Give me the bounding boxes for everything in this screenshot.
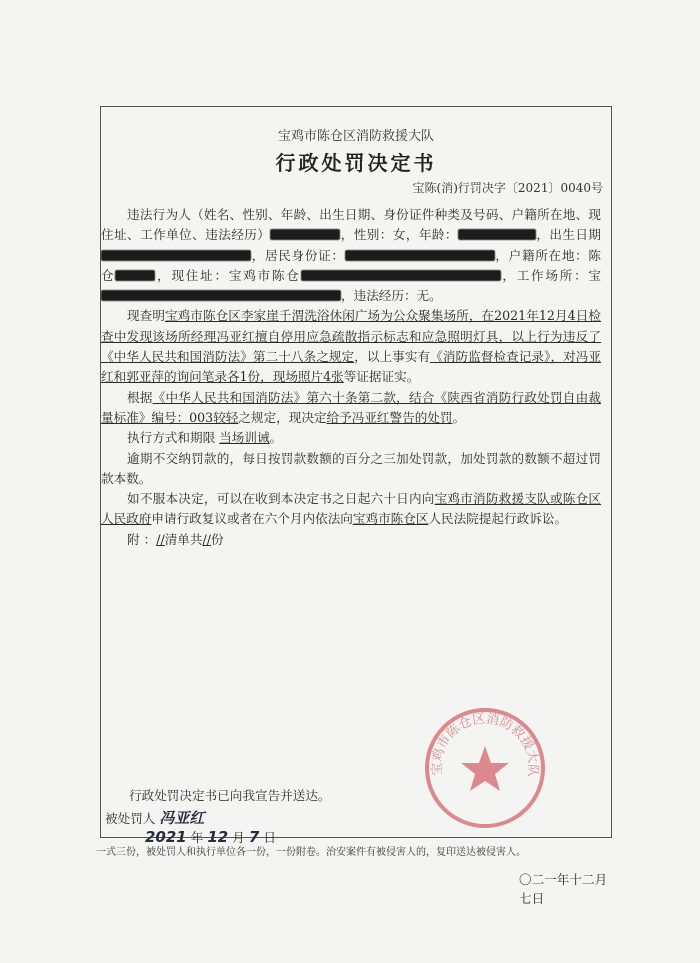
month-label: 月 (232, 830, 245, 845)
seal-text: 宝鸡市陈仓区消防救援大队 (429, 711, 541, 778)
decision-connector: 之规定，现决定 (238, 409, 327, 425)
attachment-blank-1: // (156, 531, 165, 547)
appeal-end: 人民法院提起行政诉讼。 (428, 511, 567, 527)
appeal-middle: 申请行政复议或者在六个月内依法向 (151, 511, 353, 527)
decision-paragraph (101, 388, 601, 429)
attachment-unit: 份 (210, 531, 224, 547)
party-birthdate-label: ，出生日期 (535, 227, 602, 243)
execution-method: 当场训诫 (219, 430, 270, 446)
redacted-id-number (345, 250, 495, 261)
footer-note: 一式三份，被处罚人和执行单位各一份，一份附卷。治安案件有被侵害人的，复印送达被侵害人。 (96, 847, 526, 858)
facts-description: 宝鸡市陈仓区李家崖千渭洗浴休闲广场为公众聚集场所，在2021年12月4日检查中发现该场所经理冯亚红擅自停用应急疏散指示标志和应急照明灯具，以上行为违反了《中华人民共和国消防法》第二十八条之规定 (101, 308, 601, 365)
signee-label: 被处罚人 (105, 811, 156, 826)
signature-day: 7 (248, 828, 260, 846)
review-authority: 宝鸡市消防救援支队或陈仓区人民政府 (101, 491, 602, 527)
party-paragraph (101, 205, 601, 306)
party-workplace-label: ，工作场所：宝 (500, 267, 602, 283)
party-household-label: ，户籍所在地：陈仓 (101, 247, 601, 283)
legal-basis: 《中华人民共和国消防法》第六十条第二款，结合《陕西省消防行政处罚自由裁量标准》编号：003较轻 (101, 389, 602, 425)
party-gender-age: ，性别：女，年龄： (340, 227, 458, 243)
year-label: 年 (190, 830, 204, 845)
party-id-label: ，居民身份证： (251, 247, 345, 263)
document-body (101, 205, 601, 550)
facts-evidence: 《消防监督检查记录》，对冯亚红和郭亚萍的询问笔录各1份，现场照片4张 (101, 349, 602, 385)
penalty: 给予冯亚红警告的处罚 (326, 409, 453, 425)
document-number: 宝陈(消)行罚决字〔2021〕0040号 (412, 181, 603, 195)
acknowledgement: 行政处罚决定书已向我宣告并送达。 (129, 788, 331, 803)
handwritten-signature: 冯亚红 (159, 809, 205, 827)
redacted-workplace (101, 290, 341, 301)
decision-end: 。 (452, 409, 466, 425)
official-seal (423, 706, 547, 830)
redacted-age (458, 229, 536, 240)
attachment-paragraph (101, 530, 601, 550)
attachment-blank-2: // (202, 531, 211, 547)
attachment-label: 附 ： (127, 531, 157, 547)
document-title: 行政处罚决定书 (275, 151, 437, 175)
day-label: 日 (263, 830, 276, 845)
facts-connector: ，以上事实有 (354, 349, 431, 365)
seal-star-icon (461, 746, 509, 791)
execution-end: 。 (269, 430, 283, 446)
facts-lead: 现查明 (127, 308, 165, 324)
party-address-label: ，现住址：宝鸡市陈仓 (155, 267, 301, 283)
redacted-birthdate (101, 250, 251, 261)
appeal-intro: 如不服本决定，可以在收到本决定书之日起六十日内向 (127, 491, 435, 507)
execution-lead: 执行方式和期限 (127, 430, 216, 446)
party-violation-history: ，违法经历：无。 (341, 288, 442, 304)
facts-tail: 等证据证实。 (343, 369, 420, 385)
court-name: 宝鸡市陈仓区 (352, 511, 429, 527)
attachment-list-label: 清单共 (164, 531, 203, 547)
party-intro: 违法行为人（姓名、性别、年龄、出生日期、身份证件种类及号码、户籍所在地、现住址、工作单位、违法经历） (101, 207, 601, 243)
redacted-address (301, 270, 501, 281)
signature-month: 12 (207, 828, 229, 846)
late-fee-paragraph: 逾期不交纳罚款的，每日按罚款数额的百分之三加处罚款，加处罚款的数额不超过罚款本数。 (101, 450, 601, 486)
redacted-household (115, 270, 155, 281)
execution-paragraph (101, 428, 601, 448)
decision-lead: 根据 (127, 389, 153, 405)
appeal-paragraph (101, 489, 601, 530)
signee-line (105, 807, 204, 828)
issuing-organization: 宝鸡市陈仓区消防救援大队 (277, 129, 434, 144)
issue-date: 〇二一年十二月七日 (519, 872, 608, 906)
redacted-name (270, 229, 340, 240)
facts-paragraph (101, 306, 601, 387)
signature-year: 2021 (145, 828, 187, 846)
